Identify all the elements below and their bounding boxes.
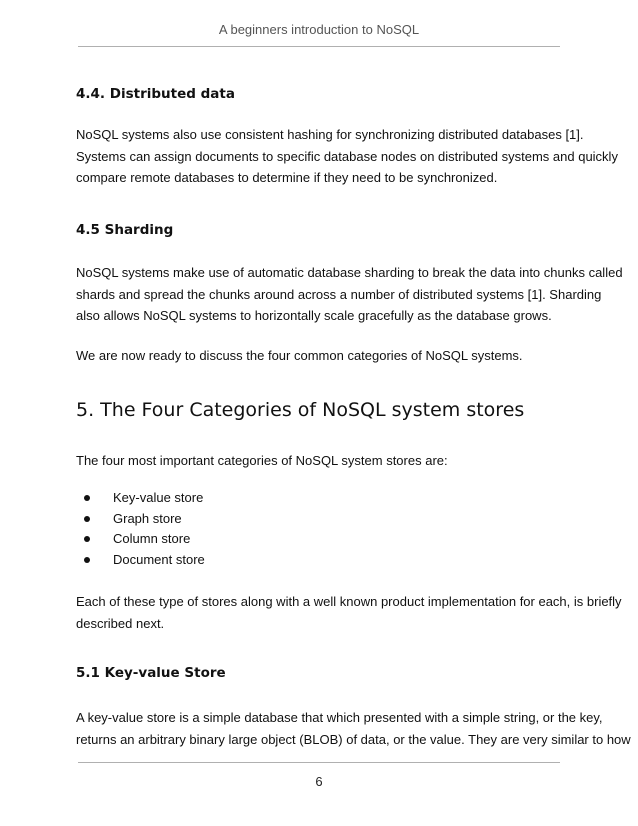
list-item <box>76 550 205 571</box>
list-item <box>76 529 205 550</box>
bullet-icon <box>84 516 90 522</box>
list-item-label: Document store <box>113 551 205 567</box>
bullet-icon <box>84 495 90 501</box>
bullet-icon <box>84 536 90 542</box>
paragraph-line: returns an arbitrary binary large object (BLOB) of data, or the value. They are very similar to how <box>76 731 631 747</box>
paragraph-categories-intro <box>76 450 576 472</box>
paragraph-line: The four most important categories of NoSQL system stores are: <box>76 453 448 468</box>
paragraph-line: also allows NoSQL systems to horizontally scale gracefully as the database grows. <box>76 308 552 323</box>
bullet-icon <box>84 557 90 563</box>
paragraph-line: A key-value store is a simple database that which presented with a simple string, or the key, <box>76 710 603 725</box>
paragraph-distributed-data <box>76 124 618 189</box>
paragraph-key-value-store <box>76 707 631 750</box>
paragraph-categories-outro <box>76 591 622 634</box>
paragraph-line: Systems can assign documents to specific database nodes on distributed systems and quickly <box>76 148 618 164</box>
categories-list <box>76 488 205 570</box>
paragraph-sharding <box>76 262 623 327</box>
paragraph-line: Each of these type of stores along with a well known product implementation for each, is briefly <box>76 594 622 609</box>
section-heading-4-5: 4.5 Sharding <box>76 222 174 238</box>
paragraph-line: NoSQL systems make use of automatic database sharding to break the data into chunks called <box>76 265 623 280</box>
paragraph-line: shards and spread the chunks around across a number of distributed systems [1]. Sharding <box>76 286 602 302</box>
running-header-title: A beginners introduction to NoSQL <box>218 22 420 37</box>
list-item <box>76 509 205 530</box>
list-item-label: Column store <box>113 531 191 546</box>
section-heading-4-4: 4.4. Distributed data <box>76 86 235 102</box>
paragraph-line: described next. <box>76 615 165 631</box>
page-number: 6 <box>315 774 323 789</box>
footer-divider <box>78 762 560 763</box>
list-item <box>76 488 205 509</box>
paragraph-line: We are now ready to discuss the four common categories of NoSQL systems. <box>76 348 523 363</box>
list-item-label: Key-value store <box>113 490 204 505</box>
paragraph-transition <box>76 345 576 367</box>
header-divider <box>78 46 560 47</box>
section-heading-5-1: 5.1 Key-value Store <box>76 665 226 681</box>
paragraph-line: compare remote databases to determine if they need to be synchronized. <box>76 170 498 185</box>
paragraph-line: NoSQL systems also use consistent hashing for synchronizing distributed databases [1]. <box>76 127 584 142</box>
list-item-label: Graph store <box>113 510 182 526</box>
section-heading-5: 5. The Four Categories of NoSQL system stores <box>76 399 525 421</box>
